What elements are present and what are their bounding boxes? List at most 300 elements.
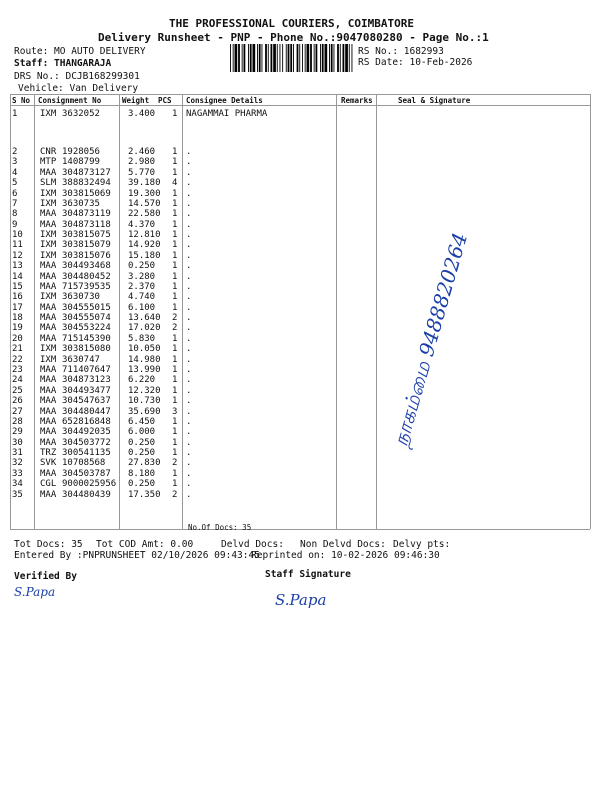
table-row — [0, 230, 600, 240]
row-consignee: . — [186, 188, 192, 199]
row-consignee: . — [186, 292, 192, 303]
row-weight: 12.320 — [128, 385, 161, 396]
barcode-bar — [238, 44, 240, 72]
row-consignee: . — [186, 364, 192, 375]
row-consignment-prefix: MAA — [40, 406, 57, 417]
row-consignment-prefix: TRZ — [40, 448, 57, 459]
row-consignment-prefix: MAA — [40, 219, 57, 230]
row-pcs: 2 — [172, 323, 178, 334]
row-pcs: 1 — [172, 375, 178, 386]
row-consignment-prefix: MAA — [40, 209, 57, 220]
row-consignment-prefix: IXM — [40, 344, 57, 355]
barcode-bar — [262, 44, 263, 72]
row-consignee: . — [186, 209, 192, 220]
barcode-bar — [329, 44, 330, 72]
row-consignment-prefix: MAA — [40, 416, 57, 427]
row-consignment-number: 711407647 — [62, 364, 111, 375]
rs-no-label: RS No.: 1682993 — [358, 46, 444, 57]
table-row — [0, 490, 600, 500]
row-weight: 3.280 — [128, 271, 156, 282]
row-sno: 1 — [12, 109, 18, 119]
barcode-bar — [310, 44, 312, 72]
row-pcs: 1 — [172, 250, 178, 261]
row-sno: 13 — [12, 261, 23, 272]
row-pcs: 2 — [172, 313, 178, 324]
row-weight: 4.370 — [128, 219, 156, 230]
barcode-bar — [352, 44, 353, 72]
row-sno: 19 — [12, 323, 23, 334]
col-header-pcs: PCS — [158, 96, 172, 105]
col-header-weight: Weight — [122, 96, 150, 105]
row-consignment-prefix: MAA — [40, 437, 57, 448]
row-pcs: 1 — [172, 219, 178, 230]
row-pcs: 1 — [172, 109, 178, 119]
barcode-bar — [273, 44, 276, 72]
table-bottom-border — [10, 529, 590, 530]
barcode-bar — [302, 44, 303, 72]
table-row — [0, 386, 600, 396]
row-consignment-prefix: MAA — [40, 364, 57, 375]
delvy-pts: Delvy pts: — [393, 539, 451, 550]
row-pcs: 1 — [172, 271, 178, 282]
row-consignment-prefix: MAA — [40, 333, 57, 344]
delvd-docs: Delvd Docs: — [221, 539, 284, 550]
row-weight: 19.300 — [128, 188, 161, 199]
row-pcs: 1 — [172, 240, 178, 251]
row-consignee: . — [186, 489, 192, 500]
row-consignment-prefix: CNR — [40, 147, 57, 157]
barcode-bar — [244, 44, 246, 72]
row-consignment-number: 303815075 — [62, 230, 111, 241]
tot-docs: Tot Docs: 35 — [14, 539, 83, 550]
row-consignee: . — [186, 427, 192, 438]
row-pcs: 1 — [172, 157, 178, 168]
row-sno: 31 — [12, 448, 23, 459]
entered-by: Entered By :PNPRUNSHEET 02/10/2026 09:43:45 — [14, 550, 260, 561]
row-pcs: 1 — [172, 292, 178, 303]
row-consignment-prefix: MAA — [40, 281, 57, 292]
row-consignee: . — [186, 230, 192, 241]
row-consignee: . — [186, 261, 192, 272]
row-sno: 2 — [12, 147, 18, 157]
barcode-bar — [286, 44, 287, 72]
barcode-bar — [230, 44, 231, 72]
row-consignment-number: 9000025956 — [62, 479, 117, 490]
row-consignment-number: 3630730 — [62, 292, 100, 303]
handwritten-margin-note: நாகம்மை 9488820264 — [388, 230, 473, 449]
row-sno: 25 — [12, 385, 23, 396]
row-consignee: . — [186, 157, 192, 168]
row-consignment-number: 304503787 — [62, 468, 111, 479]
barcode-bar — [325, 44, 328, 72]
barcode-bar — [257, 44, 258, 72]
barcode-bar — [290, 44, 292, 72]
reprinted-on: Reprinted on: 10-02-2026 09:46:30 — [251, 550, 440, 561]
row-consignee: . — [186, 271, 192, 282]
row-sno: 24 — [12, 375, 23, 386]
barcode-bar — [235, 44, 238, 72]
row-consignee: NAGAMMAI PHARMA — [186, 109, 268, 119]
row-pcs: 1 — [172, 427, 178, 438]
row-consignee: . — [186, 240, 192, 251]
barcode-bar — [248, 44, 249, 72]
row-pcs: 1 — [172, 448, 178, 459]
table-row — [0, 168, 600, 178]
row-consignee: . — [186, 354, 192, 365]
row-consignment-number: 3632052 — [62, 109, 100, 119]
row-consignee: . — [186, 416, 192, 427]
row-consignment-prefix: MAA — [40, 313, 57, 324]
row-pcs: 1 — [172, 385, 178, 396]
row-sno: 14 — [12, 271, 23, 282]
row-consignment-prefix: IXM — [40, 354, 57, 365]
row-sno: 11 — [12, 240, 23, 251]
barcode-bar — [305, 44, 306, 72]
staff-signature-handwriting: S.Papa — [275, 591, 327, 609]
row-weight: 27.830 — [128, 458, 161, 469]
row-consignment-prefix: IXM — [40, 188, 57, 199]
row-consignment-number: 304493477 — [62, 385, 111, 396]
row-pcs: 1 — [172, 354, 178, 365]
row-pcs: 1 — [172, 281, 178, 292]
barcode-bar — [233, 44, 234, 72]
row-consignment-prefix: IXM — [40, 240, 57, 251]
row-pcs: 1 — [172, 198, 178, 209]
table-row — [0, 240, 600, 250]
row-consignee: . — [186, 281, 192, 292]
col-header-consignment: Consignment No — [38, 96, 102, 105]
row-consignment-number: 3630747 — [62, 354, 100, 365]
table-row — [0, 407, 600, 417]
row-consignee: . — [186, 323, 192, 334]
row-weight: 17.020 — [128, 323, 161, 334]
row-weight: 15.180 — [128, 250, 161, 261]
barcode-bar — [250, 44, 252, 72]
row-consignment-number: 303815080 — [62, 344, 111, 355]
table-top-border — [10, 94, 590, 95]
barcode-bar — [268, 44, 269, 72]
table-row — [0, 292, 600, 302]
row-consignment-prefix: MAA — [40, 427, 57, 438]
row-weight: 14.920 — [128, 240, 161, 251]
row-weight: 12.810 — [128, 230, 161, 241]
row-consignment-number: 715739535 — [62, 281, 111, 292]
row-consignment-number: 304555074 — [62, 313, 111, 324]
row-sno: 26 — [12, 396, 23, 407]
row-pcs: 1 — [172, 468, 178, 479]
table-row — [0, 282, 600, 292]
row-consignee: . — [186, 178, 192, 189]
table-header-divider — [10, 105, 590, 106]
row-weight: 3.400 — [128, 109, 156, 119]
barcode — [230, 44, 354, 72]
row-sno: 30 — [12, 437, 23, 448]
row-consignment-number: 304873118 — [62, 219, 111, 230]
col-header-consignee: Consignee Details — [186, 96, 263, 105]
barcode-bar — [320, 44, 321, 72]
barcode-bar — [314, 44, 315, 72]
row-consignment-prefix: MAA — [40, 396, 57, 407]
tot-cod-amt: Tot COD Amt: 0.00 — [96, 539, 194, 550]
row-consignment-number: 304547637 — [62, 396, 111, 407]
row-consignment-number: 1928056 — [62, 147, 100, 157]
row-consignment-prefix: MAA — [40, 375, 57, 386]
table-row — [0, 209, 600, 219]
row-weight: 14.570 — [128, 198, 161, 209]
col-header-signature: Seal & Signature — [398, 96, 471, 105]
barcode-bar — [280, 44, 281, 72]
barcode-bar — [307, 44, 310, 72]
row-consignee: . — [186, 479, 192, 490]
row-pcs: 2 — [172, 489, 178, 500]
col-header-sno: S No — [12, 96, 31, 105]
row-consignment-number: 304480452 — [62, 271, 111, 282]
row-weight: 6.000 — [128, 427, 156, 438]
row-weight: 0.250 — [128, 479, 156, 490]
row-weight: 8.180 — [128, 468, 156, 479]
row-weight: 14.980 — [128, 354, 161, 365]
row-consignment-prefix: SVK — [40, 458, 57, 469]
table-row — [0, 272, 600, 282]
row-weight: 2.980 — [128, 157, 156, 168]
row-consignee: . — [186, 375, 192, 386]
row-sno: 23 — [12, 364, 23, 375]
row-sno: 8 — [12, 209, 18, 220]
row-consignment-number: 304873127 — [62, 167, 111, 178]
row-consignment-number: 388832494 — [62, 178, 111, 189]
table-row — [0, 396, 600, 406]
row-consignee: . — [186, 250, 192, 261]
row-pcs: 3 — [172, 406, 178, 417]
table-row — [0, 323, 600, 333]
row-consignment-number: 304873119 — [62, 209, 111, 220]
row-weight: 10.730 — [128, 396, 161, 407]
row-sno: 9 — [12, 219, 18, 230]
row-weight: 2.460 — [128, 147, 156, 157]
row-consignment-prefix: MAA — [40, 489, 57, 500]
no-of-docs: No.Of Docs: 35 — [188, 523, 252, 532]
table-row — [0, 417, 600, 427]
row-weight: 5.830 — [128, 333, 156, 344]
barcode-bar — [288, 44, 290, 72]
barcode-bar — [265, 44, 267, 72]
barcode-bar — [297, 44, 299, 72]
drs-label: DRS No.: DCJB168299301 — [14, 71, 140, 82]
row-sno: 21 — [12, 344, 23, 355]
verified-by-signature: S.Papa — [14, 585, 56, 599]
row-weight: 6.450 — [128, 416, 156, 427]
barcode-bar — [299, 44, 300, 72]
row-consignment-prefix: IXM — [40, 198, 57, 209]
table-row — [0, 189, 600, 199]
row-consignee: . — [186, 147, 192, 157]
row-weight: 5.770 — [128, 167, 156, 178]
rs-date-label: RS Date: 10-Feb-2026 — [358, 57, 473, 68]
row-sno: 16 — [12, 292, 23, 303]
row-weight: 4.740 — [128, 292, 156, 303]
table-row — [0, 375, 600, 385]
row-sno: 20 — [12, 333, 23, 344]
row-consignee: . — [186, 313, 192, 324]
table-row — [0, 303, 600, 313]
row-pcs: 1 — [172, 333, 178, 344]
barcode-bar — [242, 44, 243, 72]
row-weight: 0.250 — [128, 437, 156, 448]
row-consignment-number: 3630735 — [62, 198, 100, 209]
row-pcs: 1 — [172, 396, 178, 407]
table-row — [0, 479, 600, 489]
row-consignee: . — [186, 167, 192, 178]
row-consignee: . — [186, 406, 192, 417]
row-consignment-number: 303815069 — [62, 188, 111, 199]
table-row — [0, 427, 600, 437]
table-row — [0, 199, 600, 209]
row-consignee: . — [186, 396, 192, 407]
route-label: Route: MO AUTO DELIVERY — [14, 46, 146, 57]
col-header-remarks: Remarks — [341, 96, 373, 105]
row-consignment-number: 304493468 — [62, 261, 111, 272]
non-delvd-docs: Non Delvd Docs: — [300, 539, 386, 550]
row-pcs: 2 — [172, 458, 178, 469]
row-consignment-prefix: MAA — [40, 385, 57, 396]
barcode-bar — [331, 44, 333, 72]
barcode-bar — [334, 44, 335, 72]
row-pcs: 1 — [172, 167, 178, 178]
barcode-bar — [337, 44, 339, 72]
table-row — [0, 251, 600, 261]
table-row — [0, 438, 600, 448]
row-pcs: 1 — [172, 344, 178, 355]
row-pcs: 1 — [172, 437, 178, 448]
table-row — [0, 157, 600, 167]
vehicle-label: Vehicle: Van Delivery — [18, 83, 139, 94]
row-consignee: . — [186, 458, 192, 469]
row-sno: 12 — [12, 250, 23, 261]
row-sno: 4 — [12, 167, 18, 178]
row-consignee: . — [186, 333, 192, 344]
table-row — [0, 355, 600, 365]
table-row — [0, 109, 600, 119]
table-row — [0, 220, 600, 230]
row-consignment-number: 304492035 — [62, 427, 111, 438]
row-weight: 10.050 — [128, 344, 161, 355]
row-sno: 6 — [12, 188, 18, 199]
row-consignment-number: 10708568 — [62, 458, 106, 469]
staff-signature-label: Staff Signature — [265, 569, 351, 580]
row-weight: 2.370 — [128, 281, 156, 292]
row-pcs: 1 — [172, 479, 178, 490]
row-pcs: 1 — [172, 416, 178, 427]
row-consignee: . — [186, 437, 192, 448]
table-row — [0, 261, 600, 271]
row-consignment-number: 300541135 — [62, 448, 111, 459]
row-consignment-number: 303815076 — [62, 250, 111, 261]
row-consignee: . — [186, 219, 192, 230]
row-consignment-prefix: MAA — [40, 261, 57, 272]
row-weight: 22.580 — [128, 209, 161, 220]
table-row — [0, 365, 600, 375]
row-consignment-number: 304503772 — [62, 437, 111, 448]
row-consignee: . — [186, 198, 192, 209]
row-consignment-prefix: CGL — [40, 479, 57, 490]
row-consignee: . — [186, 448, 192, 459]
row-consignment-prefix: MAA — [40, 167, 57, 178]
barcode-bar — [293, 44, 294, 72]
table-row — [0, 458, 600, 468]
row-consignee: . — [186, 344, 192, 355]
row-consignment-number: 304553224 — [62, 323, 111, 334]
barcode-bar — [349, 44, 350, 72]
row-consignee: . — [186, 385, 192, 396]
row-pcs: 1 — [172, 147, 178, 157]
row-sno: 29 — [12, 427, 23, 438]
row-consignment-prefix: SLM — [40, 178, 57, 189]
table-row — [0, 147, 600, 157]
row-pcs: 4 — [172, 178, 178, 189]
runsheet-title: Delivery Runsheet - PNP - Phone No.:9047080280 - Page No.:1 — [98, 31, 489, 44]
table-row — [0, 334, 600, 344]
row-weight: 13.640 — [128, 313, 161, 324]
barcode-bar — [282, 44, 283, 72]
row-consignment-prefix: IXM — [40, 230, 57, 241]
row-pcs: 1 — [172, 261, 178, 272]
row-sno: 7 — [12, 198, 18, 209]
row-consignee: . — [186, 302, 192, 313]
row-consignment-prefix: MAA — [40, 468, 57, 479]
row-consignment-number: 304555015 — [62, 302, 111, 313]
row-weight: 6.220 — [128, 375, 156, 386]
company-title: THE PROFESSIONAL COURIERS, COIMBATORE — [169, 17, 415, 30]
row-sno: 27 — [12, 406, 23, 417]
row-weight: 35.690 — [128, 406, 161, 417]
row-consignment-number: 303815079 — [62, 240, 111, 251]
barcode-bar — [271, 44, 273, 72]
row-weight: 0.250 — [128, 261, 156, 272]
row-consignee: . — [186, 468, 192, 479]
table-row — [0, 313, 600, 323]
row-consignment-number: 304480439 — [62, 489, 111, 500]
staff-label: Staff: THANGARAJA — [14, 58, 112, 69]
row-consignment-prefix: MAA — [40, 323, 57, 334]
row-sno: 35 — [12, 489, 23, 500]
row-sno: 15 — [12, 281, 23, 292]
row-sno: 10 — [12, 230, 23, 241]
table-row — [0, 469, 600, 479]
verified-by-label: Verified By — [14, 571, 77, 582]
barcode-bar — [343, 44, 345, 72]
barcode-bar — [259, 44, 261, 72]
row-pcs: 1 — [172, 209, 178, 220]
row-consignment-number: 715145390 — [62, 333, 111, 344]
row-sno: 34 — [12, 479, 23, 490]
row-sno: 28 — [12, 416, 23, 427]
row-pcs: 1 — [172, 364, 178, 375]
table-row — [0, 448, 600, 458]
row-consignment-prefix: MTP — [40, 157, 57, 168]
row-consignment-prefix: MAA — [40, 302, 57, 313]
row-sno: 18 — [12, 313, 23, 324]
row-consignment-prefix: IXM — [40, 250, 57, 261]
row-consignment-number: 304873123 — [62, 375, 111, 386]
row-consignment-number: 1408799 — [62, 157, 100, 168]
barcode-bar — [345, 44, 348, 72]
row-consignment-number: 652816848 — [62, 416, 111, 427]
row-pcs: 1 — [172, 188, 178, 199]
row-consignment-prefix: IXM — [40, 292, 57, 303]
table-row — [0, 178, 600, 188]
barcode-bar — [340, 44, 341, 72]
barcode-bar — [277, 44, 278, 72]
